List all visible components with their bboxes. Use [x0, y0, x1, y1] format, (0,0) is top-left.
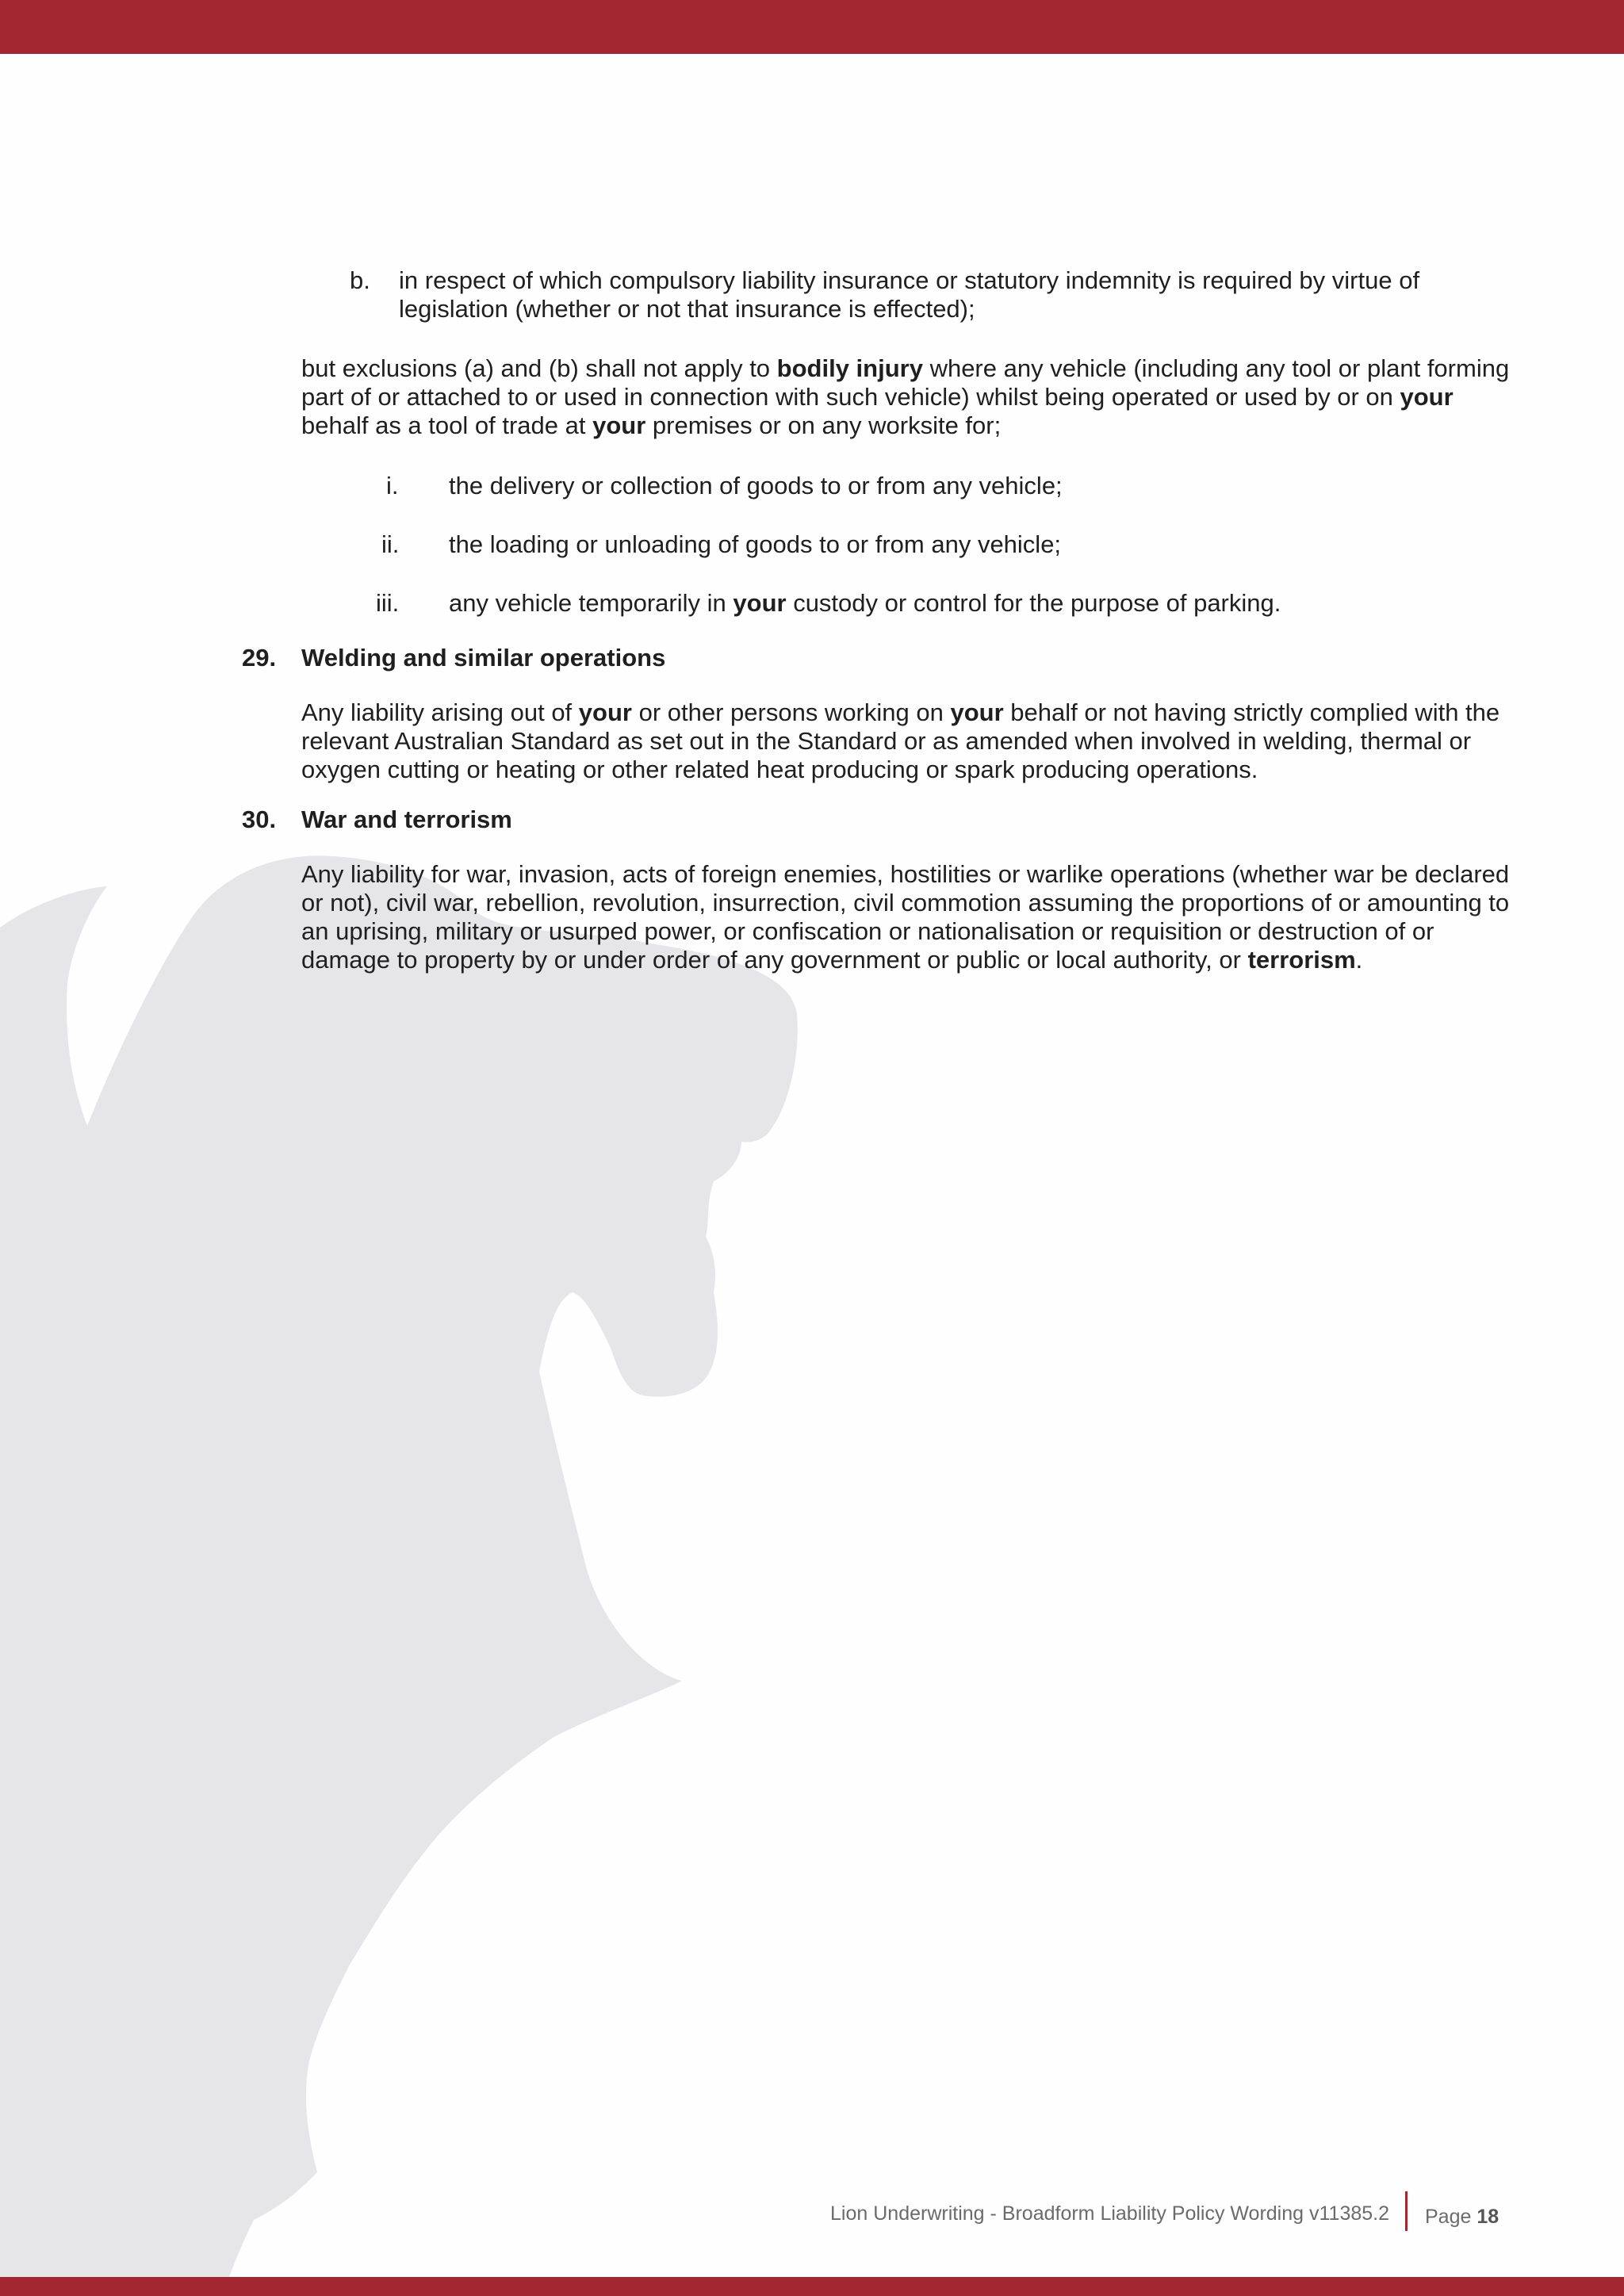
sub-item-text: the loading or unloading of goods to or from any vehicle; — [449, 530, 1062, 558]
proviso-text-4: premises or on any worksite for; — [645, 411, 1002, 439]
section-number: 30. — [242, 806, 277, 833]
sub-item-text-b: custody or control for the purpose of parking. — [786, 589, 1281, 617]
defined-term: your — [950, 698, 1004, 726]
item-b-marker: b. — [350, 266, 370, 294]
section-body — [301, 698, 1515, 784]
defined-term: your — [578, 698, 632, 726]
section-text-1: Any liability for war, invasion, acts of foreign enemies, hostilities or warlike operations (whether war be declared or not), civil war, rebellion, revolution, insurrection, civil commotion assuming the proportions of or amounting to an uprising, military or usurped power, or confiscation or nationalisation or requisition or destruction of or damage to property by or under order of any government or public or local authority, or — [301, 860, 1510, 974]
sub-item-text: the delivery or collection of goods to or from any vehicle; — [449, 472, 1063, 499]
lion-watermark-icon — [0, 825, 809, 2296]
footer-divider — [1405, 2191, 1408, 2231]
defined-term: your — [733, 589, 787, 617]
sub-item-marker: iii. — [376, 589, 400, 617]
section-text-3: behalf or not having strictly complied with the relevant Australian Standard as set out in the Standard or as amended when involved in welding, thermal or oxygen cutting or heating or other related heat producing or spark producing operations. — [301, 698, 1500, 783]
proviso-text-3: behalf as a tool of trade at — [301, 411, 593, 439]
proviso-text-1: but exclusions (a) and (b) shall not apply to — [301, 354, 777, 382]
sub-item-text-a: any vehicle temporarily in — [449, 589, 733, 617]
defined-term: terrorism — [1247, 946, 1356, 974]
page-label: Page — [1425, 2206, 1477, 2228]
footer-page-number — [1425, 2202, 1499, 2231]
section-text-1: Any liability arising out of — [301, 698, 579, 726]
section-heading: War and terrorism — [301, 806, 512, 833]
item-b-text: in respect of which compulsory liability insurance or statutory indemnity is required by virtue of legislation (whether or not that insurance is effected); — [399, 266, 1420, 323]
page-number: 18 — [1477, 2206, 1500, 2228]
defined-term: your — [592, 411, 646, 439]
footer-document-title: Lion Underwriting - Broadform Liability Policy Wording v11385.2 — [830, 2202, 1389, 2225]
sub-item-text — [449, 589, 1281, 618]
section-body — [301, 860, 1515, 974]
section-text-2: or other persons working on — [631, 698, 951, 726]
header-band — [0, 0, 1624, 54]
proviso-paragraph — [301, 354, 1515, 440]
section-text-2: . — [1355, 946, 1363, 974]
sub-item-marker: i. — [386, 472, 399, 499]
section-heading: Welding and similar operations — [301, 644, 666, 672]
footer-band — [0, 2277, 1624, 2296]
section-number: 29. — [242, 644, 277, 672]
defined-term: your — [1400, 383, 1454, 411]
proviso-text-2: where any vehicle (including any tool or plant forming part of or attached to or used in connection with such vehicle) whilst being operated or used by or on — [301, 354, 1510, 411]
defined-term: bodily injury — [776, 354, 923, 382]
sub-item-marker: ii. — [381, 530, 400, 558]
